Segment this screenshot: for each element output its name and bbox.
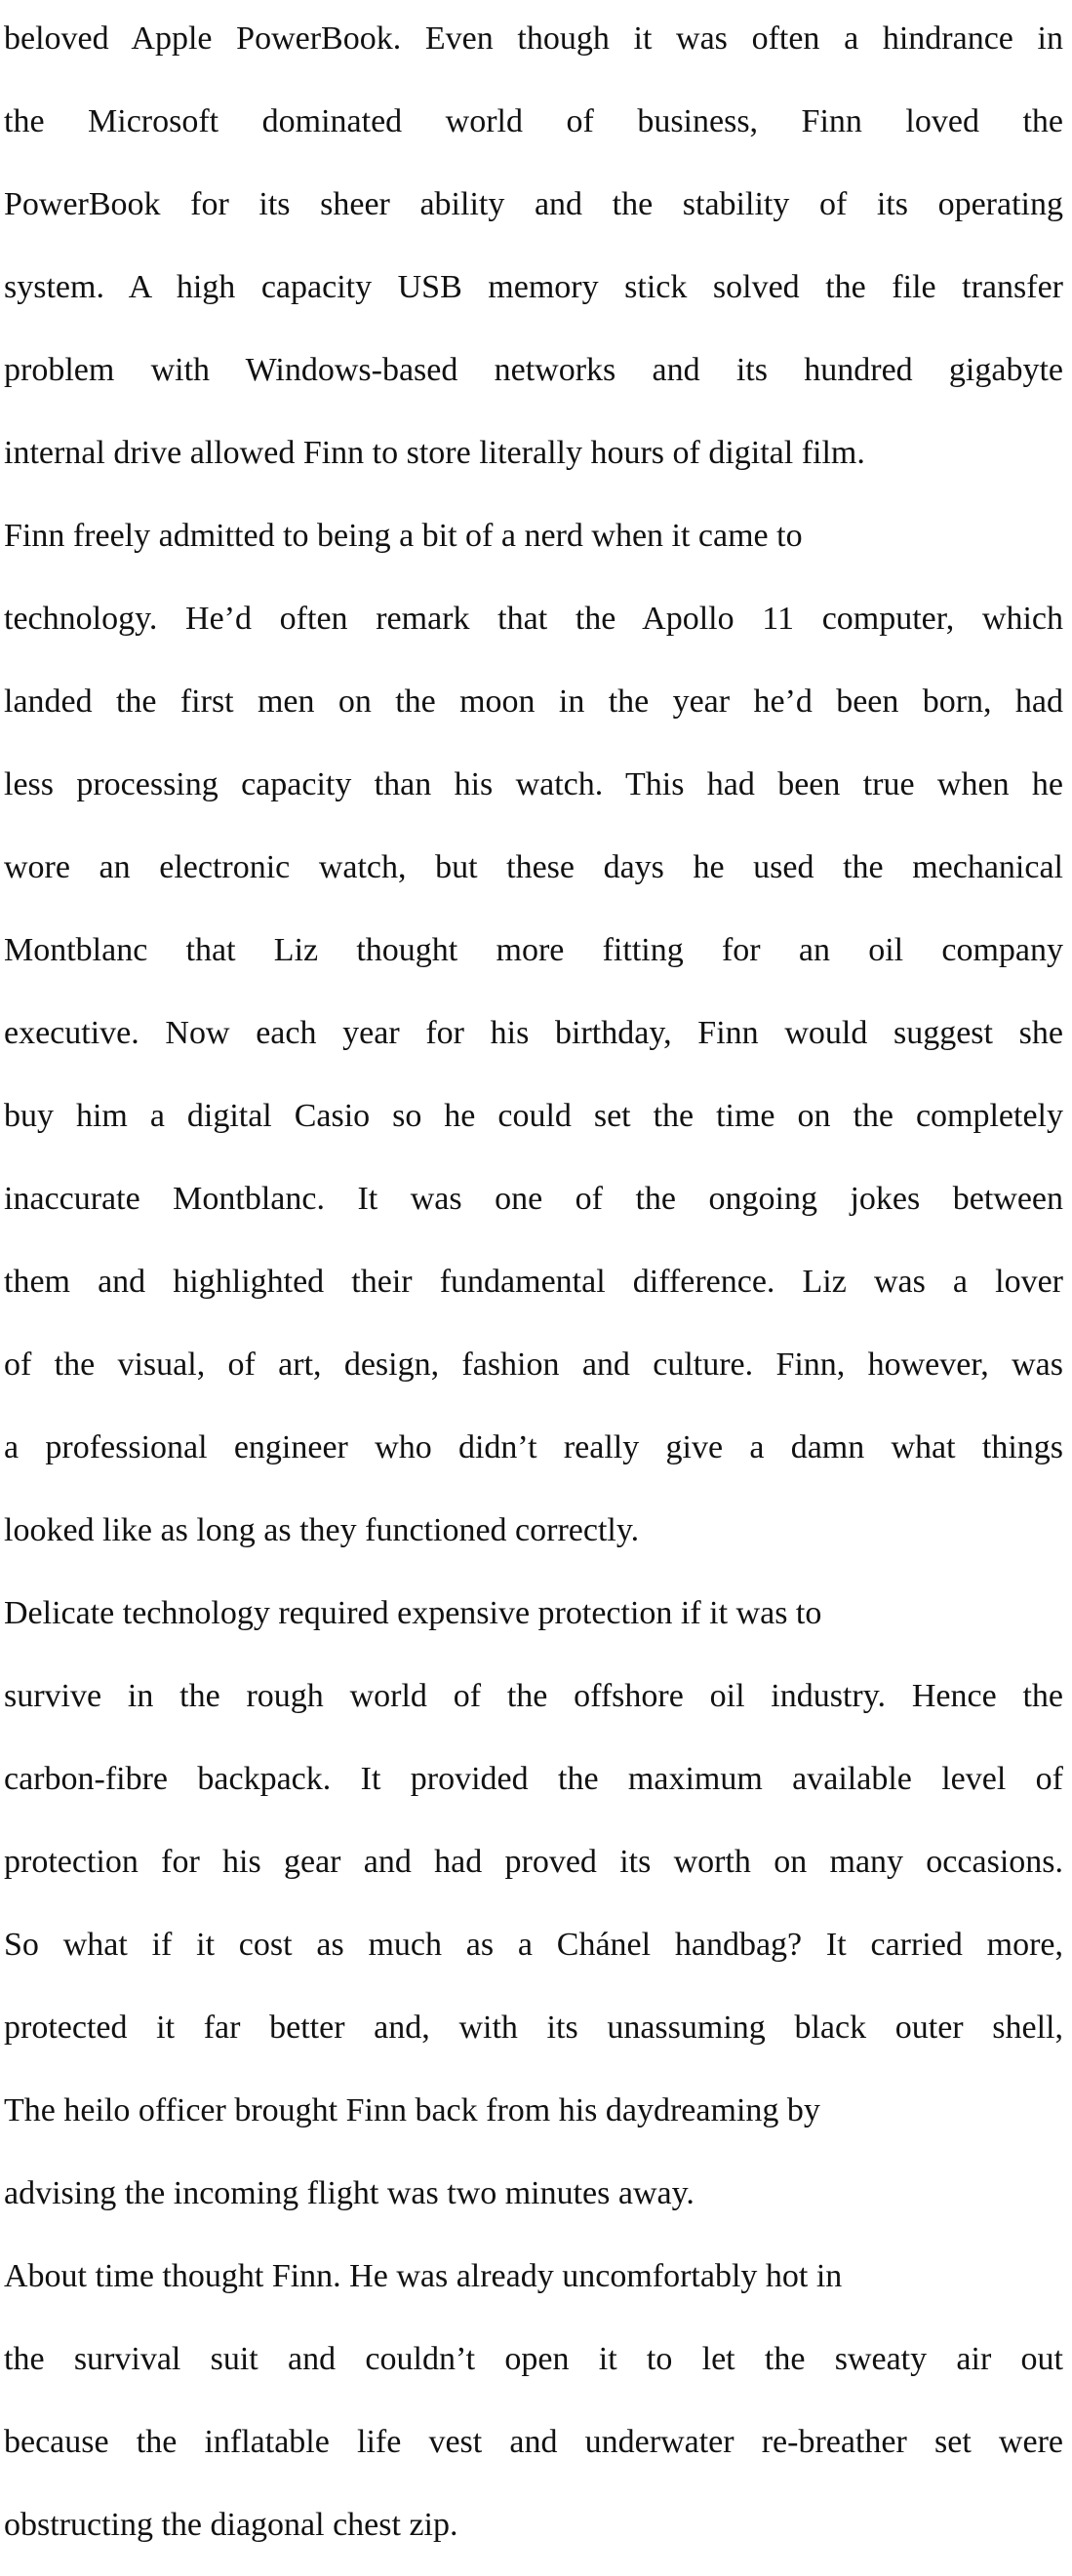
text-line: Finn freely admitted to being a bit of a nerd when it came to <box>4 518 803 554</box>
text-line: of the visual, of art, design, fashion and culture. Finn, however, was <box>4 1347 1063 1383</box>
text-line: internal drive allowed Finn to store literally hours of digital film. <box>4 435 865 471</box>
text-line: About time thought Finn. He was already uncomfortably hot in <box>4 2258 843 2294</box>
text-line: The heilo officer brought Finn back from his daydreaming by <box>4 2092 820 2128</box>
text-line: beloved Apple PowerBook. Even though it was often a hindrance in <box>4 20 1063 57</box>
text-line: system. A high capacity USB memory stick solved the file transfer <box>4 269 1063 305</box>
paragraph-nerd <box>4 497 1063 1575</box>
text-line: landed the first men on the moon in the year he’d been born, had <box>4 683 1063 720</box>
paragraph-survival-suit <box>4 2238 1063 2569</box>
text-line: obstructing the diagonal chest zip. <box>4 2507 458 2543</box>
text-line: protected it far better and, with its unassuming black outer shell, <box>4 2010 1063 2046</box>
paragraph-heilo-officer <box>4 2072 1063 2238</box>
text-line: them and highlighted their fundamental difference. Liz was a lover <box>4 1264 1063 1300</box>
text-line: Montblanc that Liz thought more fitting for an oil company <box>4 932 1063 968</box>
text-line: technology. He’d often remark that the Apollo 11 computer, which <box>4 601 1063 637</box>
text-line: less processing capacity than his watch. This had been true when he <box>4 766 1063 802</box>
text-line: executive. Now each year for his birthday, Finn would suggest she <box>4 1015 1063 1051</box>
text-line: buy him a digital Casio so he could set the time on the completely <box>4 1098 1063 1134</box>
text-line: because the inflatable life vest and underwater re-breather set were <box>4 2424 1063 2460</box>
paragraph-powerbook <box>4 0 1063 497</box>
text-line: advising the incoming flight was two minutes away. <box>4 2175 695 2211</box>
paragraph-protection <box>4 1575 1063 2072</box>
text-line: the Microsoft dominated world of business, Finn loved the <box>4 103 1063 139</box>
text-line: carbon-fibre backpack. It provided the maximum available level of <box>4 1761 1063 1797</box>
text-line: looked like as long as they functioned correctly. <box>4 1512 640 1548</box>
text-line: problem with Windows-based networks and its hundred gigabyte <box>4 352 1063 388</box>
text-line: So what if it cost as much as a Chánel handbag? It carried more, <box>4 1927 1063 1963</box>
text-line: the survival suit and couldn’t open it to let the sweaty air out <box>4 2341 1063 2377</box>
text-line: inaccurate Montblanc. It was one of the ongoing jokes between <box>4 1181 1063 1217</box>
text-line: a professional engineer who didn’t really give a damn what things <box>4 1429 1063 1465</box>
text-line: PowerBook for its sheer ability and the stability of its operating <box>4 186 1063 222</box>
text-line: survive in the rough world of the offshore oil industry. Hence the <box>4 1678 1063 1714</box>
text-line: Delicate technology required expensive protection if it was to <box>4 1595 822 1631</box>
text-line: protection for his gear and had proved its worth on many occasions. <box>4 1844 1063 1880</box>
text-line: wore an electronic watch, but these days he used the mechanical <box>4 849 1063 885</box>
